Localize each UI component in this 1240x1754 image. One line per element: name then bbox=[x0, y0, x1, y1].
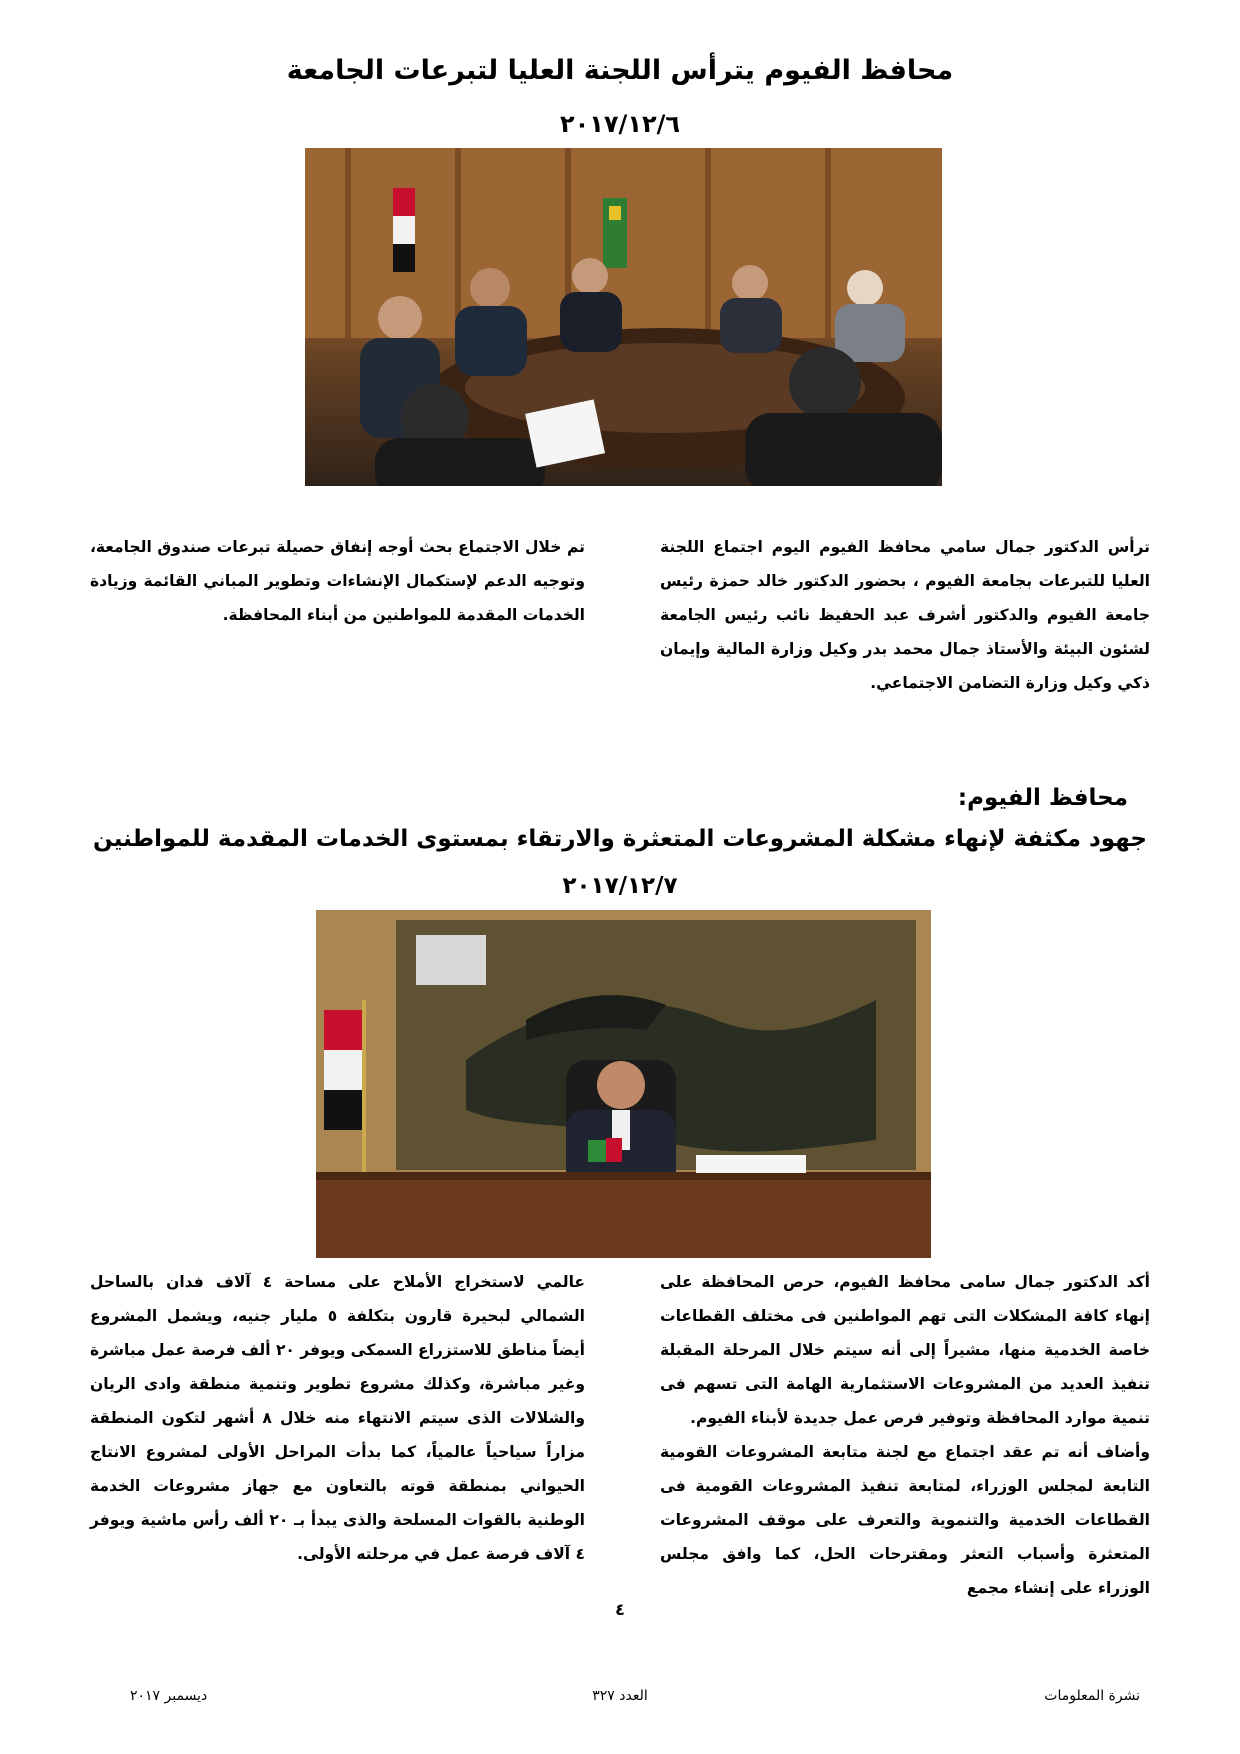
article1-column-right bbox=[660, 530, 1150, 700]
page-number: ٤ bbox=[615, 1600, 625, 1619]
meeting-photo-illustration bbox=[305, 148, 942, 486]
governor-desk-illustration bbox=[316, 910, 931, 1258]
article1-date: ٢٠١٧/١٢/٦ bbox=[559, 110, 681, 138]
meeting-photo bbox=[305, 148, 942, 486]
article1-title: محافظ الفيوم يترأس اللجنة العليا لتبرعات الجامعة bbox=[286, 55, 954, 86]
article2-column-left bbox=[90, 1265, 585, 1571]
article2-title: جهود مكثفة لإنهاء مشكلة المشروعات المتعثرة والارتقاء بمستوى الخدمات المقدمة للمواطنين bbox=[93, 826, 1147, 852]
article2-paragraph-1: أكد الدكتور جمال سامى محافظ الفيوم، حرص المحافظة على إنهاء كافة المشكلات التى تهم المواطنين فى مختلف القطاعات خاصة الخدمية منها، مشيراً إلى أنه سيتم خلال المرحلة المقبلة تنفيذ العديد من المشروعات الاستثمارية الهامة التى تسهم فى تنمية موارد المحافظة وتوفير فرص عمل جديدة لأبناء الفيوم. bbox=[660, 1273, 1150, 1427]
footer-publication: نشرة المعلومات bbox=[1044, 1688, 1140, 1704]
footer-month: ديسمبر ٢٠١٧ bbox=[130, 1688, 208, 1704]
article1-paragraph-1: ترأس الدكتور جمال سامي محافظ الفيوم اليوم اجتماع اللجنة العليا للتبرعات بجامعة الفيوم ، بحضور الدكتور خالد حمزة رئيس جامعة الفيوم والدكتور أشرف عبد الحفيظ نائب رئيس الجامعة لشئون البيئة والأستاذ جمال محمد بدر وكيل وزارة المالية وإيمان ذكي وكيل وزارة التضامن الاجتماعي. bbox=[660, 538, 1150, 692]
article1-column-left bbox=[90, 530, 585, 632]
article2-paragraph-3: عالمي لاستخراج الأملاح على مساحة ٤ آلاف فدان بالساحل الشمالي لبحيرة قارون بتكلفة ٥ مليار جنيه، ويشمل المشروع أيضاً مناطق للاستزراع السمكى ويوفر ٢٠ ألف فرصة عمل مباشرة وغير مباشرة، وكذلك مشروع تطوير وتنمية منطقة وادى الريان والشلالات الذى سيتم الانتهاء منه خلال ٨ أشهر لتكون المنطقة مزاراً سياحياً عالمياً، كما بدأت المراحل الأولى لمشروع الانتاج الحيواني بمنطقة قوته بالتعاون مع جهاز مشروعات الخدمة الوطنية بالقوات المسلحة والذى يبدأ بـ ٢٠ ألف رأس ماشية ويوفر ٤ آلاف فرصة عمل في مرحلته الأولى. bbox=[90, 1273, 586, 1563]
article2-column-right bbox=[660, 1265, 1150, 1605]
governor-desk-photo bbox=[316, 910, 931, 1258]
footer-issue: العدد ٣٢٧ bbox=[592, 1688, 648, 1704]
article1-paragraph-2: تم خلال الاجتماع بحث أوجه إنفاق حصيلة تبرعات صندوق الجامعة، وتوجيه الدعم لإستكمال الإنشاءات وتطوير المباني القائمة وزيادة الخدمات المقدمة للمواطنين من أبناء المحافظة. bbox=[90, 538, 585, 624]
article2-paragraph-2: وأضاف أنه تم عقد اجتماع مع لجنة متابعة المشروعات القومية التابعة لمجلس الوزراء، لمتابعة تنفيذ المشروعات القومية فى القطاعات الخدمية والتنموية والتعرف على موقف المشروعات المتعثرة وأسباب التعثر ومقترحات الحل، كما وافق مجلس الوزراء على إنشاء مجمع bbox=[660, 1443, 1150, 1597]
article2-label: محافظ الفيوم: bbox=[957, 785, 1128, 811]
article2-date: ٢٠١٧/١٢/٧ bbox=[562, 873, 678, 899]
